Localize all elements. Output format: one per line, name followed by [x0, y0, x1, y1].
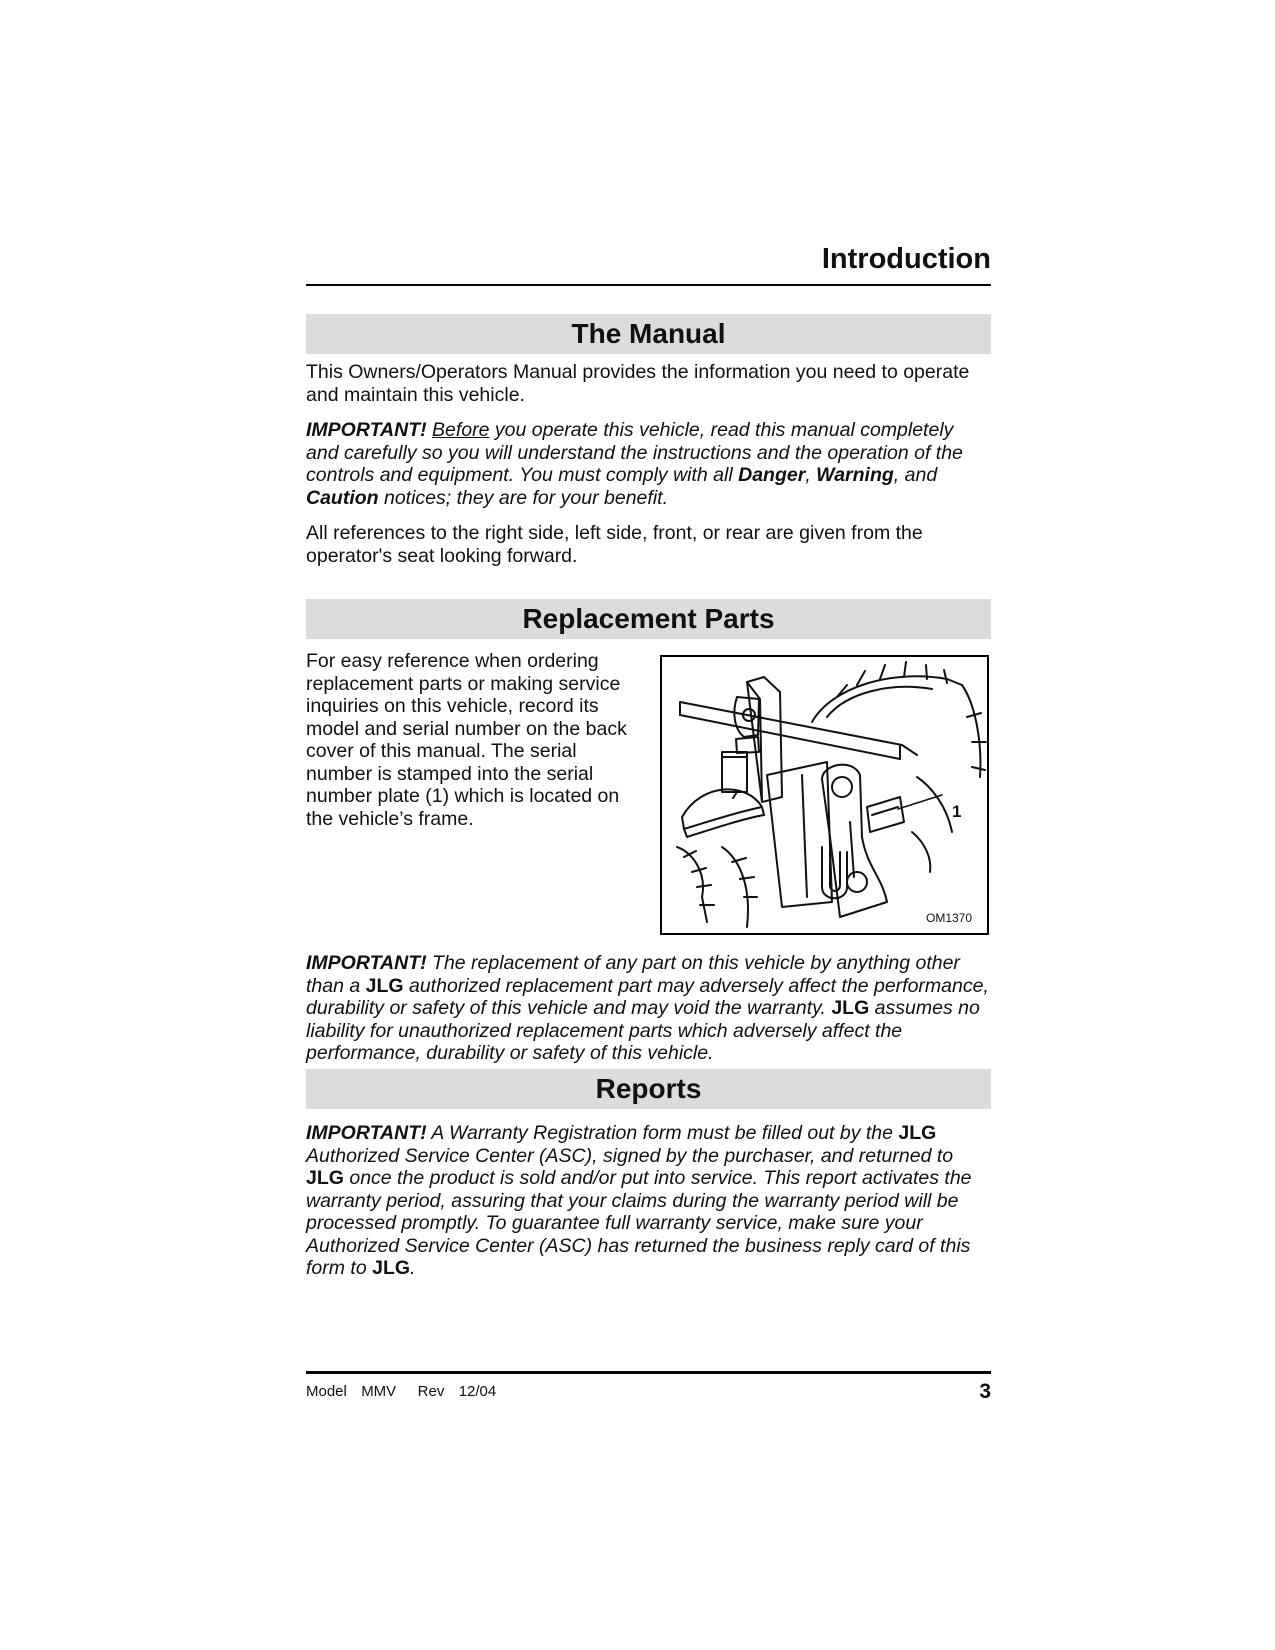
- section-title-the-manual: The Manual: [306, 314, 991, 354]
- important-text: notices; they are for your benefit.: [378, 486, 668, 509]
- important-text: .: [410, 1257, 416, 1279]
- important-text: Authorized Service Center (ASC), signed by the purchaser, and returned to: [306, 1144, 954, 1167]
- before-emphasis: Before: [432, 419, 490, 441]
- chapter-rule: [306, 284, 991, 286]
- manual-important-paragraph: [306, 419, 991, 509]
- parts-important-paragraph: [306, 952, 991, 1065]
- brand-jlg: JLG: [831, 997, 870, 1019]
- important-text: assumes no liability for unauthorized replacement parts which adversely affect the performance, durability or safety of this vehicle.: [306, 997, 980, 1064]
- important-text: authorized replacement part may adversely affect the performance, durability or safety of this vehicle and may void the warranty.: [306, 974, 989, 1019]
- important-text: once the product is sold and/or put into service. This report activates the warranty period, assuring that your claims during the warranty period will be processed promptly. To guarantee full warranty service, make sure your Authorized Service Center (ASC) has returned the business reply card of this form to: [306, 1167, 972, 1279]
- important-text: you operate this vehicle, read this manual completely and carefully so you will understand the instructions and the operation of the controls and equipment. You must comply with all: [306, 419, 963, 486]
- brand-jlg: JLG: [365, 974, 404, 997]
- figure-id: OM1370: [926, 911, 973, 925]
- page-number: 3: [979, 1380, 991, 1403]
- important-label: IMPORTANT!: [306, 1122, 427, 1144]
- footer-model-rev: Model MMV Rev 12/04: [306, 1383, 497, 1400]
- brand-jlg: JLG: [898, 1122, 937, 1144]
- important-label: IMPORTANT!: [306, 952, 427, 974]
- separator: ,: [805, 464, 817, 486]
- important-text: , and: [893, 464, 938, 486]
- figure-callout-1: 1: [952, 802, 962, 821]
- references-paragraph: All references to the right side, left side, front, or rear are given from the operator's seat looking forward.: [306, 522, 923, 567]
- danger-term: Danger: [738, 464, 806, 486]
- manual-intro-paragraph: This Owners/Operators Manual provides the information you need to operate and maintain this vehicle.: [306, 361, 970, 406]
- brand-jlg: JLG: [372, 1257, 411, 1279]
- important-text: The replacement of any part on this vehicle by anything other than a: [306, 952, 960, 997]
- chapter-title: Introduction: [821, 243, 991, 275]
- serial-plate-figure: [660, 655, 989, 935]
- caution-term: Caution: [306, 486, 379, 509]
- section-title-reports: Reports: [306, 1069, 991, 1109]
- brand-jlg: JLG: [306, 1167, 344, 1189]
- warning-term: Warning: [816, 464, 894, 486]
- footer-rule: [306, 1371, 991, 1374]
- section-title-replacement-parts: Replacement Parts: [306, 599, 991, 639]
- serial-plate-illustration: [662, 657, 987, 933]
- replacement-parts-paragraph: For easy reference when ordering replacement parts or making service inquiries on this vehicle, record its model and serial number on the back cover of this manual. The serial number is stamped into the serial number plate (1) which is located on the vehicle’s frame.: [306, 650, 627, 830]
- important-text: A Warranty Registration form must be filled out by the: [426, 1122, 899, 1144]
- reports-important-paragraph: [306, 1122, 991, 1280]
- important-label: IMPORTANT!: [306, 419, 427, 441]
